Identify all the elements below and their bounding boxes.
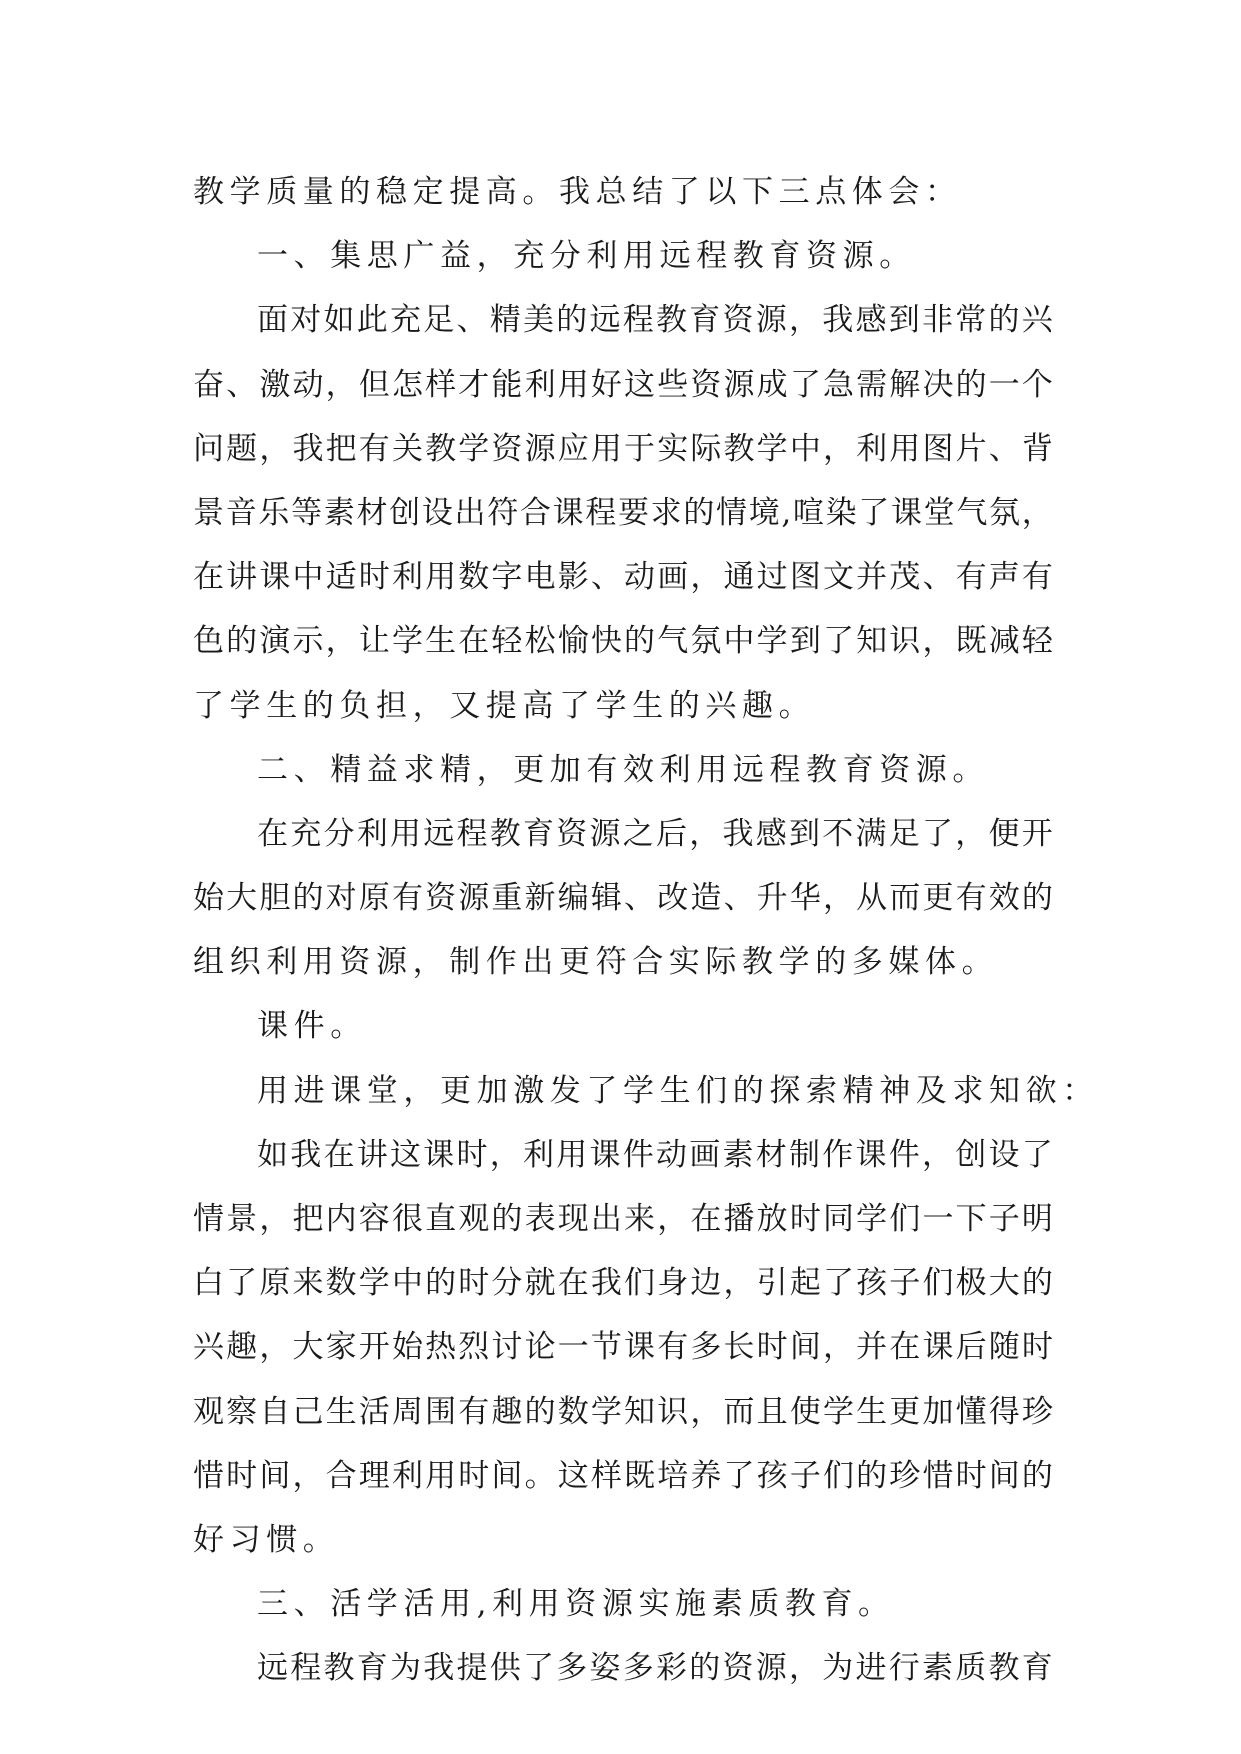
text-line: 在 讲 课 中 适 时 利 用 数 字 电 影 、 动 画 ， 通 过 图 文 并 茂 、 有 声 有	[193, 559, 1053, 596]
text-line: 始 大 胆 的 对 原 有 资 源 重 新 编 辑 、 改 造 、 升 华 ， 从 而 更 有 效 的	[193, 880, 1053, 917]
text-line: 了学生的负担，又提高了学生的兴趣。	[193, 687, 816, 724]
text-line: 面 对 如 此 充 足 、 精 美 的 远 程 教 育 资 源 ， 我 感 到 非 常 的 兴	[257, 302, 1053, 339]
text-line: 好习惯。	[193, 1521, 340, 1558]
document-body	[193, 160, 1099, 1701]
text-line: 白 了 原 来 数 学 中 的 时 分 就 在 我 们 身 边 ， 引 起 了 孩 子 们 极 大 的	[193, 1265, 1053, 1302]
text-line: 用进课堂，更加激发了学生们的探索精神及求知欲：	[257, 1072, 1099, 1109]
text-line: 教学质量的稳定提高。我总结了以下三点体会：	[193, 174, 962, 210]
text-line: 奋 、 激 动 ， 但 怎 样 才 能 利 用 好 这 些 资 源 成 了 急 需 解 决 的 一 个	[193, 366, 1053, 403]
text-line: 色 的 演 示 ， 让 学 生 在 轻 松 愉 快 的 气 氛 中 学 到 了 知 识 ， 既 减 轻	[193, 623, 1053, 660]
text-line: 兴 趣 ， 大 家 开 始 热 烈 讨 论 一 节 课 有 多 长 时 间 ， 并 在 课 后 随 时	[193, 1329, 1053, 1366]
text-line: 问 题 ， 我 把 有 关 教 学 资 源 应 用 于 实 际 教 学 中 ， 利 用 图 片 、 背	[193, 430, 1053, 467]
text-line: 课件。	[257, 1008, 367, 1045]
text-line: 观 察 自 己 生 活 周 围 有 趣 的 数 学 知 识 ， 而 且 使 学 生 更 加 懂 得 珍	[193, 1393, 1053, 1430]
text-line: 组织利用资源，制作出更符合实际教学的多媒体。	[193, 944, 999, 981]
text-line: 远 程 教 育 为 我 提 供 了 多 姿 多 彩 的 资 源 ， 为 进 行 素 质 教 育	[257, 1650, 1053, 1687]
text-line: 二、精益求精，更加有效利用远程教育资源。	[257, 751, 989, 788]
text-line: 三、活学活用,利用资源实施素质教育。	[257, 1586, 895, 1623]
text-line: 一、集思广益，充分利用远程教育资源。	[257, 238, 916, 275]
text-line: 景 音 乐 等 素 材 创 设 出 符 合 课 程 要 求 的 情 境 , 喧 染 了 课 堂 气 氛 ，	[193, 494, 1053, 531]
text-line: 在 充 分 利 用 远 程 教 育 资 源 之 后 ， 我 感 到 不 满 足 了 ， 便 开	[257, 815, 1053, 852]
text-line: 情 景 ， 把 内 容 很 直 观 的 表 现 出 来 ， 在 播 放 时 同 学 们 一 下 子 明	[193, 1201, 1053, 1237]
text-line: 惜 时 间 ， 合 理 利 用 时 间 。 这 样 既 培 养 了 孩 子 们 的 珍 惜 时 间 的	[193, 1457, 1053, 1494]
text-line: 如 我 在 讲 这 课 时 ， 利 用 课 件 动 画 素 材 制 作 课 件 ， 创 设 了	[257, 1136, 1053, 1173]
